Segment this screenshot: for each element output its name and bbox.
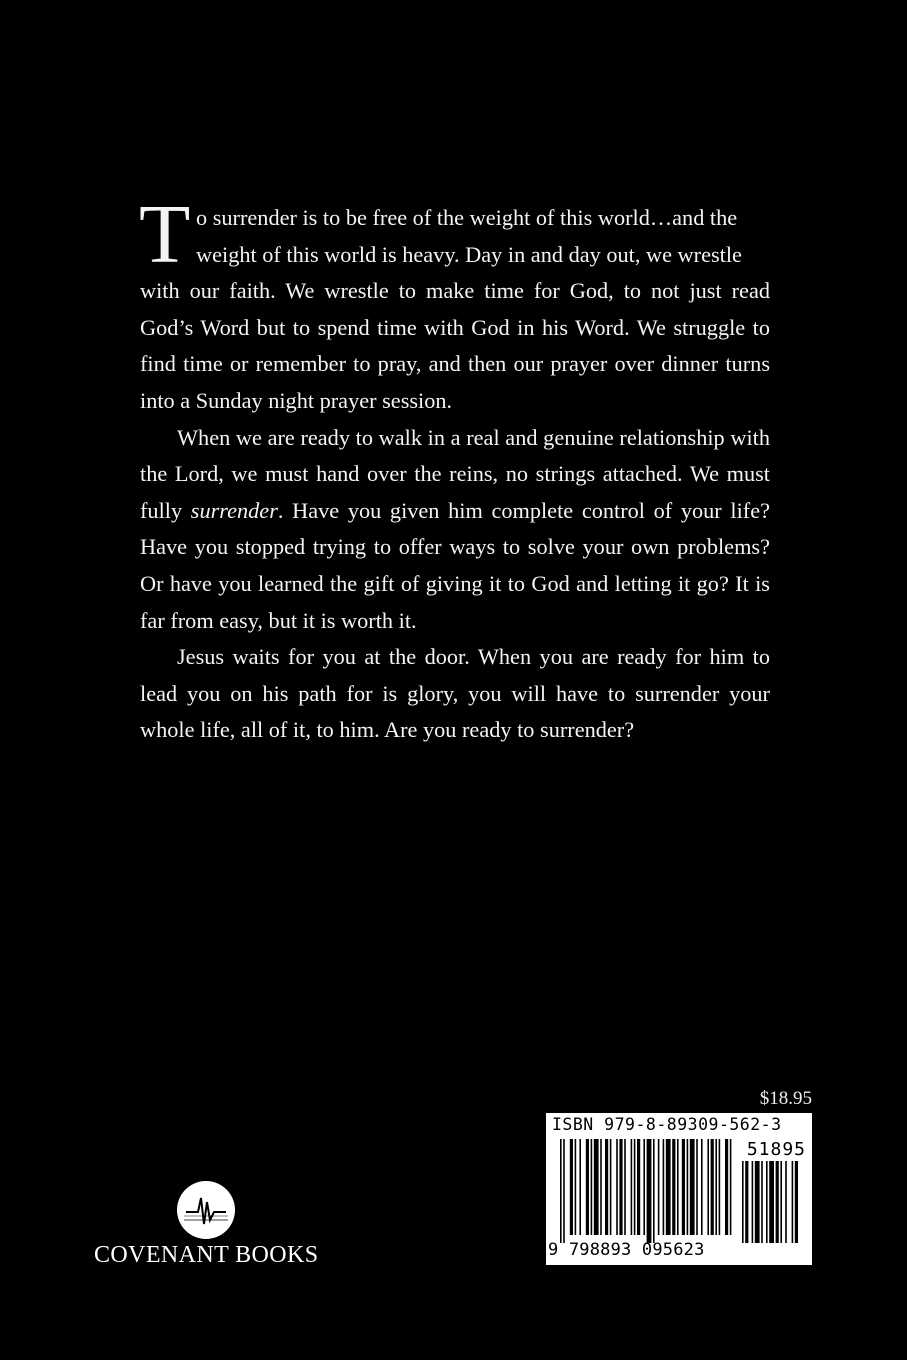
barcode-bar	[690, 1139, 695, 1235]
barcode-bar	[742, 1161, 744, 1243]
barcode-bar	[795, 1161, 798, 1243]
emphasis-word: surrender	[190, 497, 278, 523]
blurb-paragraph-2-start: When we are ready to walk in a real and genuine relationship with the Lord, we must hand over the reins, no strings attached. We must fully	[140, 424, 770, 523]
barcode-bar	[563, 1139, 565, 1243]
blurb-paragraph-1-rest: with our faith. We wrestle to make time for God, to not just read God’s Word but to spend time with God in his Word. We struggle to find time or remember to pray, and then our prayer over dinner turns into a Sunday night prayer session.	[140, 278, 770, 413]
barcode-bar	[637, 1139, 640, 1235]
barcode-bar	[647, 1139, 652, 1243]
barcode-bar	[666, 1139, 671, 1235]
barcode-bar	[605, 1139, 608, 1235]
barcode-bar	[653, 1139, 655, 1243]
barcode-bar	[766, 1161, 768, 1243]
barcode-bar	[560, 1139, 562, 1243]
barcode-bar	[579, 1139, 581, 1235]
barcode-bar	[594, 1139, 599, 1235]
isbn-label: ISBN 979-8-89309-562-3	[552, 1115, 782, 1134]
barcode-bar	[643, 1139, 645, 1235]
barcode-bar	[619, 1139, 622, 1235]
barcode-bar	[591, 1139, 593, 1235]
barcode-bar	[711, 1139, 714, 1235]
barcode-bar	[600, 1139, 602, 1235]
barcode-bar	[745, 1161, 748, 1243]
barcode-bar	[752, 1161, 754, 1243]
barcode-bar	[785, 1161, 787, 1243]
barcode-bar	[755, 1161, 760, 1243]
blurb-paragraph-1	[139, 188, 770, 420]
barcode-digits: 9 798893 095623	[548, 1240, 705, 1260]
drop-cap: T	[139, 188, 191, 281]
barcode-bar	[616, 1139, 618, 1235]
blurb-paragraph-2-end: . Have you given him complete control of your life? Have you stopped trying to offer ways to solve your own problems? Or have you learned the gift of giving it to God and letting it go? It is far from easy, but it is worth it.	[140, 497, 770, 633]
barcode-bar	[610, 1139, 612, 1235]
publisher-logo-icon	[176, 1180, 236, 1240]
barcode-addon-bars	[742, 1161, 806, 1243]
barcode-bar	[776, 1161, 779, 1243]
blurb-paragraph-3: Jesus waits for you at the door. When you are ready for him to lead you on his path for is glory, you will have to surrender your whole life, all of it, to him. Are you ready to surrender?	[140, 644, 770, 743]
barcode-bar	[634, 1139, 636, 1235]
price-label: $18.95	[759, 1088, 812, 1109]
blurb-paragraph-2	[140, 420, 770, 640]
barcode-bar	[624, 1139, 626, 1235]
price-code: 51895	[746, 1139, 806, 1160]
barcode-bar	[677, 1139, 679, 1235]
barcode-bar	[761, 1161, 763, 1243]
blurb-line-2: weight of this world is heavy. Day in and day out, we wrestle	[196, 241, 742, 267]
barcode-bar	[701, 1139, 703, 1235]
barcode-bar	[663, 1139, 665, 1235]
barcode-bar	[682, 1139, 685, 1235]
barcode-bar	[672, 1139, 675, 1235]
barcode-bar	[687, 1139, 689, 1235]
barcode-bar	[586, 1139, 589, 1235]
barcode-bar	[658, 1139, 660, 1235]
barcode-bar	[715, 1139, 717, 1235]
publisher-name: COVENANT BOOKS	[94, 1242, 319, 1268]
blurb-text	[139, 188, 770, 749]
barcode-main-bars	[560, 1139, 732, 1243]
barcode-bar	[730, 1139, 732, 1235]
blurb-line-1: o surrender is to be free of the weight of this world…and the	[196, 205, 738, 230]
barcode-bar	[570, 1139, 573, 1235]
barcode-bar	[631, 1139, 633, 1235]
barcode-bar	[719, 1139, 721, 1235]
barcode-bar	[707, 1139, 709, 1235]
barcode-bar	[696, 1139, 698, 1235]
barcode-bar	[792, 1161, 794, 1243]
barcode-bar	[575, 1139, 577, 1235]
barcode-bar	[780, 1161, 782, 1243]
barcode-bar	[725, 1139, 728, 1235]
barcode-bar	[769, 1161, 774, 1243]
isbn-barcode	[546, 1113, 812, 1265]
